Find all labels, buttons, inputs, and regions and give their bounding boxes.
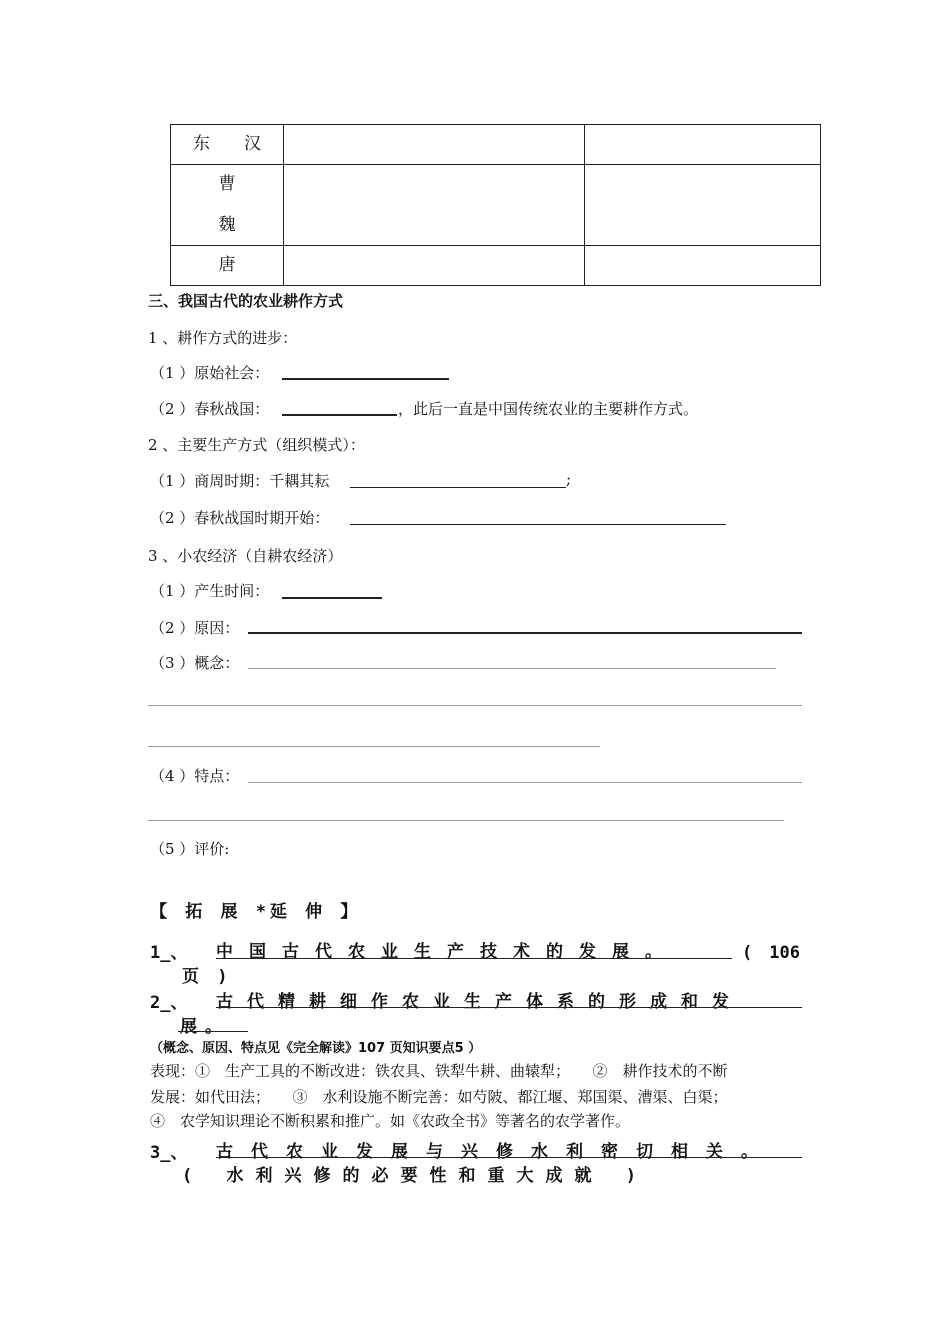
- item-label: （4 ）特点：: [150, 767, 240, 785]
- item-label: （2 ）春秋战国：: [150, 400, 270, 418]
- blank-line[interactable]: [350, 487, 566, 488]
- blank-line[interactable]: [248, 668, 776, 669]
- item-text: ，此后一直是中国传统农业的主要耕作方式。: [398, 400, 699, 418]
- blank-line[interactable]: [148, 746, 600, 747]
- item-subtitle: ( 水利兴修的必要性和重大成就 ): [182, 1166, 648, 1186]
- paragraph-line: 发展：如代田法； ③ 水利设施不断完善：如芍陂、都江堰、郑国渠、漕渠、白渠；: [150, 1088, 728, 1106]
- blank-line[interactable]: [282, 597, 382, 599]
- dynasty-label: 曹: [218, 174, 236, 194]
- note: （概念、原因、特点见《完全解读》107 页知识要点5 ）: [150, 1041, 482, 1056]
- title-underline: [216, 958, 732, 959]
- table-cell-blank: [284, 125, 585, 165]
- blank-line[interactable]: [248, 782, 802, 783]
- blank-line[interactable]: [148, 705, 802, 706]
- table-cell-blank: [284, 165, 585, 246]
- blank-line[interactable]: [148, 820, 784, 821]
- section-title: 三、我国古代的农业耕作方式: [148, 292, 344, 310]
- item-label: （1 ）产生时间：: [150, 582, 270, 600]
- dynasty-cell: [171, 165, 284, 246]
- blank-line[interactable]: [282, 414, 397, 416]
- item-number: 2_、: [150, 993, 188, 1013]
- dynasty-label: 魏: [218, 215, 236, 235]
- table-cell-blank: [585, 125, 821, 165]
- item-label: （5 ）评价:: [150, 840, 230, 858]
- dynasty-label: 唐: [218, 255, 236, 275]
- dynasty-table: [170, 124, 821, 286]
- item-heading: 1 、耕作方式的进步：: [148, 329, 298, 347]
- item-title-cont: 展。: [180, 1017, 230, 1037]
- table-row: [171, 246, 821, 286]
- item-number: 3_、: [150, 1143, 188, 1163]
- dynasty-cell: [171, 246, 284, 286]
- item-label: （2 ）原因：: [150, 619, 240, 637]
- item-title: 古代精耕细作农业生产体系的形成和发: [216, 992, 743, 1012]
- blank-line[interactable]: [350, 524, 726, 525]
- paragraph-line: ④ 农学知识理论不断积累和推广。如《农政全书》等著名的农学著作。: [150, 1112, 631, 1130]
- title-underline: [178, 1031, 248, 1032]
- item-label: （1 ）商周时期：千耦其耘: [150, 472, 330, 490]
- extension-title: 【 拓 展 *延 伸 】: [150, 902, 362, 922]
- item-title: 古代农业发展与兴修水利密切相关。: [216, 1142, 776, 1162]
- item-label: （3 ）概念：: [150, 654, 240, 672]
- table-cell-blank: [585, 246, 821, 286]
- item-label: （1 ）原始社会：: [150, 364, 270, 382]
- item-heading: 2 、主要生产方式（组织模式）：: [148, 436, 365, 454]
- table-cell-blank: [585, 165, 821, 246]
- dynasty-label: 东 汉: [193, 134, 261, 154]
- item-title: 中国古代农业生产技术的发展。: [216, 942, 678, 962]
- table-row: [171, 165, 821, 246]
- blank-line[interactable]: [282, 378, 449, 380]
- page-ref: ( 106: [742, 943, 800, 963]
- item-number: 1_、: [150, 943, 188, 963]
- page-ref: 页 ): [182, 967, 232, 987]
- item-text: ;: [566, 470, 572, 488]
- paragraph-line: 表现：① 生产工具的不断改进：铁农具、铁犁牛耕、曲辕犁； ② 耕作技术的不断: [150, 1062, 728, 1080]
- table-row: [171, 125, 821, 165]
- item-label: （2 ）春秋战国时期开始：: [150, 509, 330, 527]
- table-cell-blank: [284, 246, 585, 286]
- title-underline: [216, 1157, 802, 1158]
- dynasty-cell: [171, 125, 284, 165]
- title-underline: [216, 1007, 802, 1008]
- blank-line[interactable]: [248, 632, 802, 634]
- item-heading: 3 、小农经济（自耕农经济）: [148, 547, 343, 565]
